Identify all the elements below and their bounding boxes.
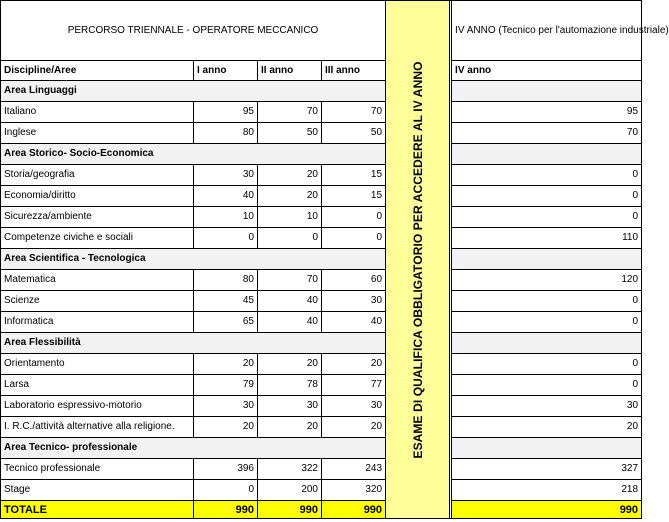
hours-y3-cell: 50	[322, 123, 386, 144]
hours-y4-cell: 95	[452, 102, 642, 123]
subject-cell: Scienze	[1, 291, 194, 312]
hours-y3-cell: 20	[322, 354, 386, 375]
hours-y3-cell: 60	[322, 270, 386, 291]
iv-anno-title: IV ANNO (Tecnico per l'automazione industriale)	[452, 1, 642, 61]
hours-y2-cell: 20	[258, 417, 322, 438]
table-row	[1, 312, 642, 333]
hours-y3-cell: 70	[322, 102, 386, 123]
total-y3-cell: 990	[322, 501, 386, 519]
hours-y4-cell: 0	[452, 186, 642, 207]
hours-y3-cell: 243	[322, 459, 386, 480]
subject-cell: Italiano	[1, 102, 194, 123]
hours-y3-cell: 15	[322, 165, 386, 186]
subject-cell: Storia/geografia	[1, 165, 194, 186]
subject-cell: Matematica	[1, 270, 194, 291]
group-title: Area Flessibilità	[1, 333, 386, 354]
hours-y1-cell: 80	[194, 270, 258, 291]
hours-y4-cell: 0	[452, 165, 642, 186]
hours-y4-cell: 0	[452, 207, 642, 228]
col-header-y1: I anno	[194, 61, 258, 81]
hours-y1-cell: 45	[194, 291, 258, 312]
hours-y1-cell: 396	[194, 459, 258, 480]
table-row	[1, 480, 642, 501]
hours-y4-cell: 120	[452, 270, 642, 291]
col-header-y2: II anno	[258, 61, 322, 81]
hours-y4-cell: 0	[452, 354, 642, 375]
hours-y1-cell: 0	[194, 228, 258, 249]
hours-y4-cell: 110	[452, 228, 642, 249]
hours-y3-cell: 0	[322, 228, 386, 249]
table-row	[1, 186, 642, 207]
table-row	[1, 459, 642, 480]
hours-y1-cell: 79	[194, 375, 258, 396]
total-row	[1, 501, 642, 519]
hours-y3-cell: 0	[322, 207, 386, 228]
hours-y3-cell: 30	[322, 396, 386, 417]
hours-y2-cell: 322	[258, 459, 322, 480]
hours-y3-cell: 320	[322, 480, 386, 501]
subject-cell: Competenze civiche e sociali	[1, 228, 194, 249]
hours-y1-cell: 65	[194, 312, 258, 333]
table-row	[1, 417, 642, 438]
group-title-iv	[452, 144, 642, 165]
col-header-y3: III anno	[322, 61, 386, 81]
group-row	[1, 249, 642, 270]
group-title: Area Storico- Socio-Economica	[1, 144, 386, 165]
hours-y1-cell: 30	[194, 165, 258, 186]
hours-y1-cell: 10	[194, 207, 258, 228]
hours-y4-cell: 30	[452, 396, 642, 417]
hours-y2-cell: 200	[258, 480, 322, 501]
group-title-iv	[452, 333, 642, 354]
group-title: Area Linguaggi	[1, 81, 386, 102]
table-row	[1, 291, 642, 312]
group-title: Area Tecnico- professionale	[1, 438, 386, 459]
group-row	[1, 144, 642, 165]
hours-y4-cell: 327	[452, 459, 642, 480]
hours-y4-cell: 0	[452, 291, 642, 312]
subject-cell: Larsa	[1, 375, 194, 396]
hours-y4-cell: 70	[452, 123, 642, 144]
hours-y3-cell: 77	[322, 375, 386, 396]
page-title: PERCORSO TRIENNALE - OPERATORE MECCANICO	[1, 1, 386, 61]
table-row	[1, 123, 642, 144]
subject-cell: Stage	[1, 480, 194, 501]
exam-note: ESAME DI QUALIFICA OBBLIGATORIO PER ACCEDERE AL IV ANNO	[410, 60, 425, 459]
subject-cell: Informatica	[1, 312, 194, 333]
column-header-row	[1, 61, 642, 81]
hours-y3-cell: 15	[322, 186, 386, 207]
hours-y2-cell: 70	[258, 102, 322, 123]
group-title-iv	[452, 438, 642, 459]
subject-cell: Sicurezza/ambiente	[1, 207, 194, 228]
total-y1-cell: 990	[194, 501, 258, 519]
hours-y4-cell: 0	[452, 375, 642, 396]
hours-y2-cell: 20	[258, 186, 322, 207]
hours-y2-cell: 40	[258, 291, 322, 312]
group-row	[1, 81, 642, 102]
table-row	[1, 165, 642, 186]
group-title-iv	[452, 81, 642, 102]
hours-y4-cell: 218	[452, 480, 642, 501]
col-header-subject: Discipline/Aree	[1, 61, 194, 81]
group-row	[1, 438, 642, 459]
subject-cell: Laboratorio espressivo-motorio	[1, 396, 194, 417]
subject-cell: Tecnico professionale	[1, 459, 194, 480]
hours-y2-cell: 20	[258, 354, 322, 375]
hours-y1-cell: 20	[194, 417, 258, 438]
group-row	[1, 333, 642, 354]
hours-y3-cell: 20	[322, 417, 386, 438]
hours-y3-cell: 30	[322, 291, 386, 312]
table-row	[1, 228, 642, 249]
hours-y2-cell: 50	[258, 123, 322, 144]
hours-y2-cell: 78	[258, 375, 322, 396]
subject-cell: Orientamento	[1, 354, 194, 375]
table-row	[1, 102, 642, 123]
hours-y1-cell: 0	[194, 480, 258, 501]
total-y4-cell: 990	[452, 501, 642, 519]
table-row	[1, 354, 642, 375]
hours-y2-cell: 40	[258, 312, 322, 333]
hours-y1-cell: 30	[194, 396, 258, 417]
hours-y4-cell: 20	[452, 417, 642, 438]
hours-y1-cell: 20	[194, 354, 258, 375]
total-label: TOTALE	[1, 501, 194, 519]
table-row	[1, 270, 642, 291]
hours-y1-cell: 80	[194, 123, 258, 144]
table-row	[1, 396, 642, 417]
hours-y2-cell: 30	[258, 396, 322, 417]
group-title: Area Scientifica - Tecnologica	[1, 249, 386, 270]
hours-y4-cell: 0	[452, 312, 642, 333]
subject-cell: I. R.C./attività alternative alla religione.	[1, 417, 194, 438]
table-row	[1, 207, 642, 228]
hours-y1-cell: 95	[194, 102, 258, 123]
hours-y2-cell: 70	[258, 270, 322, 291]
hours-y3-cell: 40	[322, 312, 386, 333]
hours-y2-cell: 20	[258, 165, 322, 186]
hours-y2-cell: 0	[258, 228, 322, 249]
subject-cell: Economia/diritto	[1, 186, 194, 207]
table-row	[1, 375, 642, 396]
subject-cell: Inglese	[1, 123, 194, 144]
hours-y1-cell: 40	[194, 186, 258, 207]
total-y2-cell: 990	[258, 501, 322, 519]
col-header-y4: IV anno	[452, 61, 642, 81]
group-title-iv	[452, 249, 642, 270]
hours-y2-cell: 10	[258, 207, 322, 228]
exam-note-cell	[386, 1, 450, 519]
